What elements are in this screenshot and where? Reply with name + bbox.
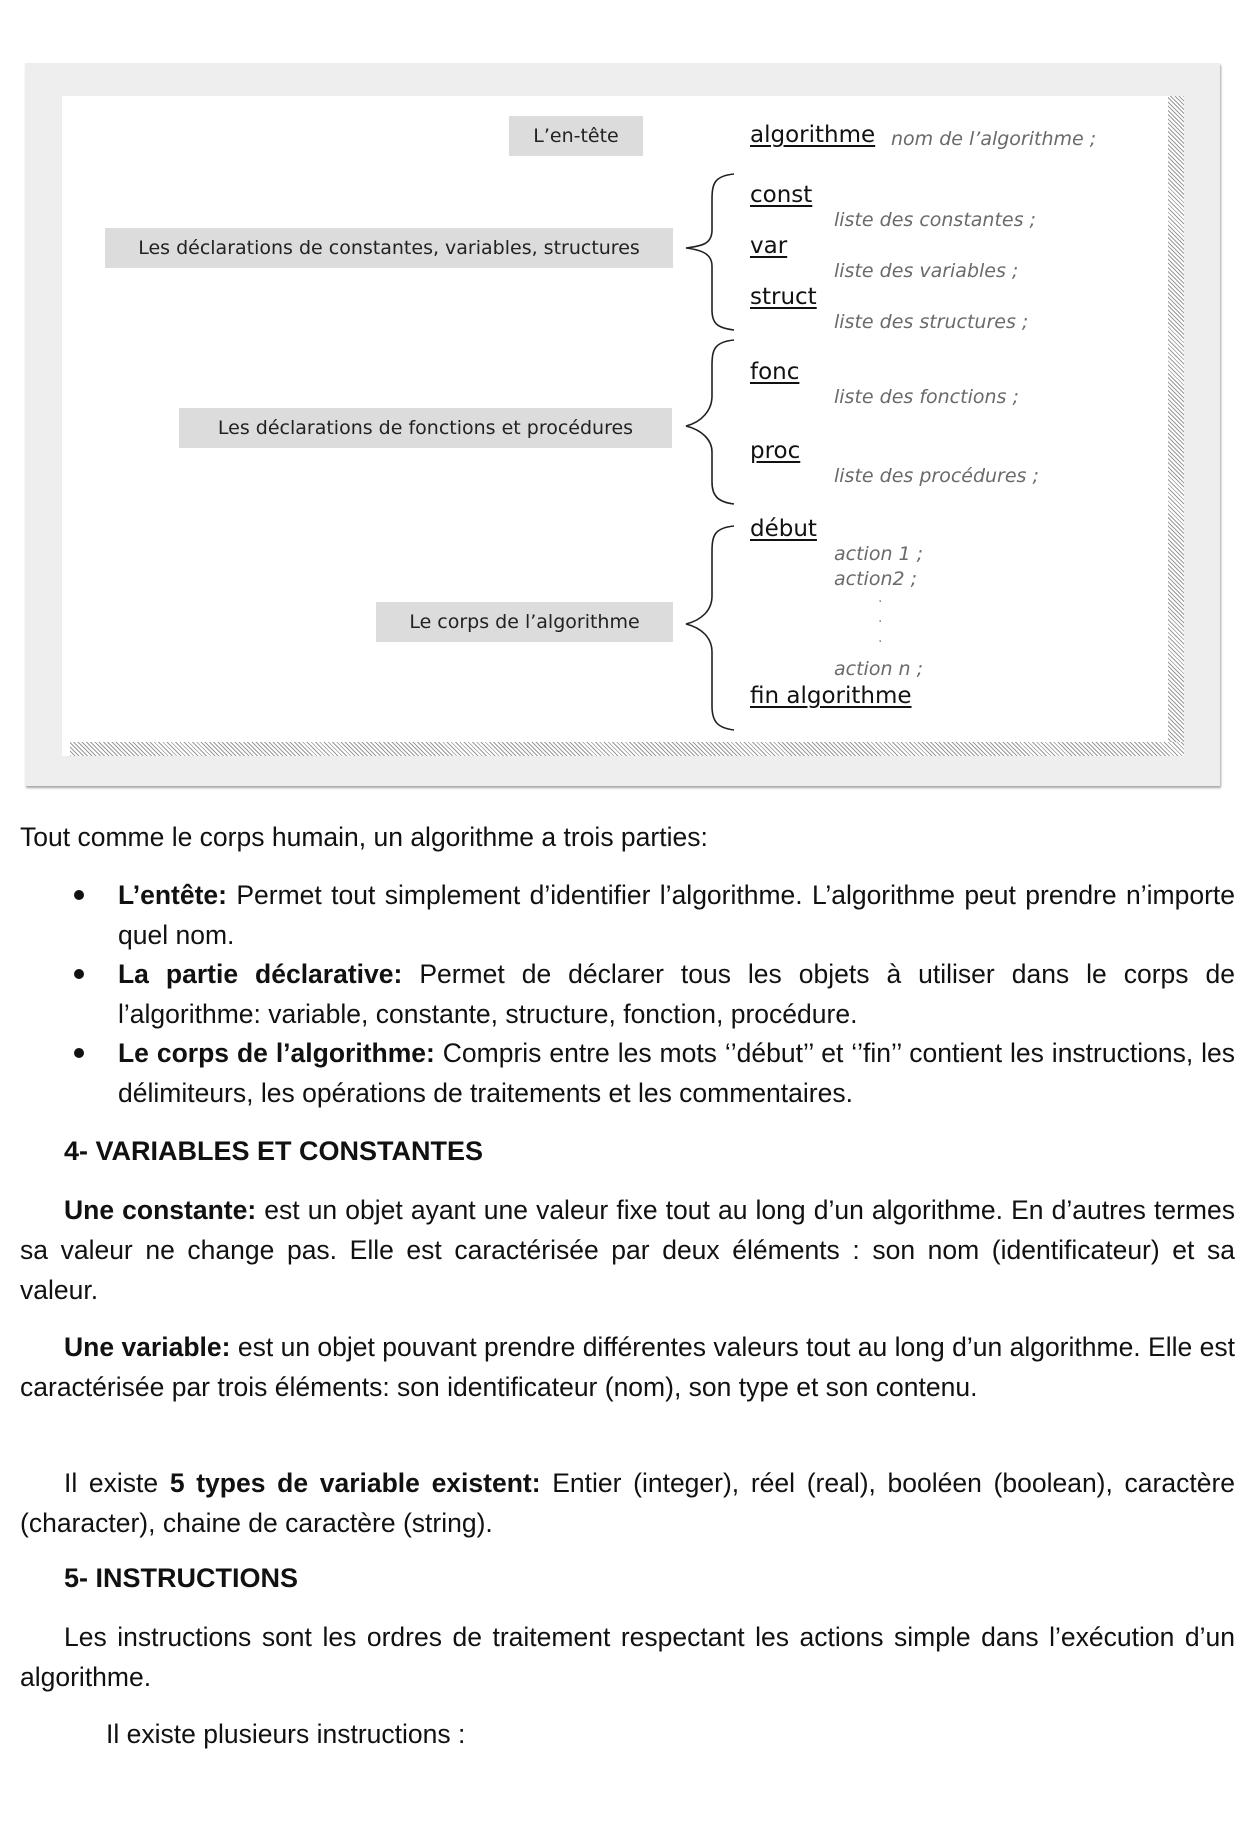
brace-corps — [686, 526, 734, 730]
brace-fonctions — [686, 340, 734, 504]
figure-canvas — [62, 96, 1184, 756]
types-desc: Entier (integer), réel (real), booléen (boolean), caractère (character), chaine de caractère (string). — [20, 1468, 1236, 1538]
kw-fonc: fonc — [750, 359, 800, 385]
label-entete: L’en-tête — [509, 116, 643, 156]
kw-const: const — [750, 182, 813, 208]
bullet-term: Le corps de l’algorithme: — [118, 1038, 435, 1068]
bullet-text — [118, 1033, 1235, 1113]
variable-desc: est un objet pouvant prendre différentes valeurs tout au long d’un algorithme. Elle est caractérisée par trois éléments: son identificateur (nom), son type et son contenu. — [20, 1332, 1235, 1402]
desc-proc: liste des procédures ; — [834, 465, 1039, 487]
algorithm-structure-figure — [25, 63, 1220, 786]
ellipsis-dot-2: . — [878, 610, 883, 626]
desc-var: liste des variables ; — [834, 260, 1019, 282]
types-term: 5 types de variable existent: — [169, 1468, 541, 1498]
variable-term: Une variable: — [64, 1332, 231, 1362]
section-4-heading: 4- VARIABLES ET CONSTANTES — [64, 1136, 484, 1166]
bullet-desc: Permet de déclarer tous les objets à utiliser dans le corps de l’algorithme: variable, constante, structure, fonction, procédure. — [118, 959, 1235, 1029]
desc-fonc: liste des fonctions ; — [834, 386, 1019, 408]
action-n: action n ; — [834, 658, 924, 680]
label-declarations: Les déclarations de constantes, variables, structures — [105, 228, 673, 268]
action-2: action2 ; — [834, 568, 918, 590]
types-prefix: Il existe — [64, 1468, 170, 1498]
bullet-dot — [74, 890, 84, 900]
bullet-desc: Compris entre les mots ‘’début’’ et ‘’fin’’ contient les instructions, les délimiteurs, les opérations de traitements et les commentaires. — [118, 1038, 1236, 1108]
constante-term: Une constante: — [64, 1195, 257, 1225]
braces-svg — [62, 96, 1184, 756]
kw-var: var — [750, 233, 788, 259]
label-corps: Le corps de l’algorithme — [376, 602, 673, 642]
constante-desc: est un objet ayant une valeur fixe tout au long d’un algorithme. En d’autres termes sa valeur ne change pas. Elle est caractérisée par deux éléments : son nom (identificateur) et sa valeur. — [20, 1195, 1235, 1305]
desc-struct: liste des structures ; — [834, 311, 1029, 333]
label-fonctions: Les déclarations de fonctions et procédures — [179, 408, 672, 448]
instructions-list-intro: Il existe plusieurs instructions : — [106, 1719, 466, 1749]
bullet-dot — [74, 1048, 84, 1058]
ellipsis-dot-3: . — [878, 630, 883, 646]
kw-proc: proc — [750, 438, 801, 464]
brace-declarations — [686, 174, 734, 330]
kw-algorithme: algorithme — [750, 122, 876, 148]
action-1: action 1 ; — [834, 543, 924, 565]
bullet-term: L’entête: — [118, 880, 227, 910]
kw-struct: struct — [750, 284, 817, 310]
bullet-term: La partie déclarative: — [118, 959, 403, 989]
ellipsis-dot-1: . — [878, 590, 883, 606]
section-5-heading: 5- INSTRUCTIONS — [64, 1563, 299, 1593]
desc-const: liste des constantes ; — [834, 209, 1036, 231]
kw-fin-algorithme: fin algorithme — [750, 683, 912, 709]
desc-algorithme: nom de l’algorithme ; — [891, 128, 1097, 150]
intro-paragraph: Tout comme le corps humain, un algorithme a trois parties: — [20, 822, 708, 852]
bullet-dot — [74, 969, 84, 979]
instructions-paragraph: Les instructions sont les ordres de traitement respectant les actions simple dans l’exécution d’un algorithme. — [20, 1622, 1235, 1692]
bullet-desc: Permet tout simplement d’identifier l’algorithme. L’algorithme peut prendre n’importe quel nom. — [118, 880, 1235, 950]
bullet-text — [118, 875, 1235, 955]
types-paragraph — [20, 1463, 1235, 1543]
kw-debut: début — [750, 516, 817, 542]
bullet-text — [118, 954, 1235, 1034]
constante-paragraph — [20, 1190, 1235, 1310]
variable-paragraph — [20, 1327, 1235, 1407]
